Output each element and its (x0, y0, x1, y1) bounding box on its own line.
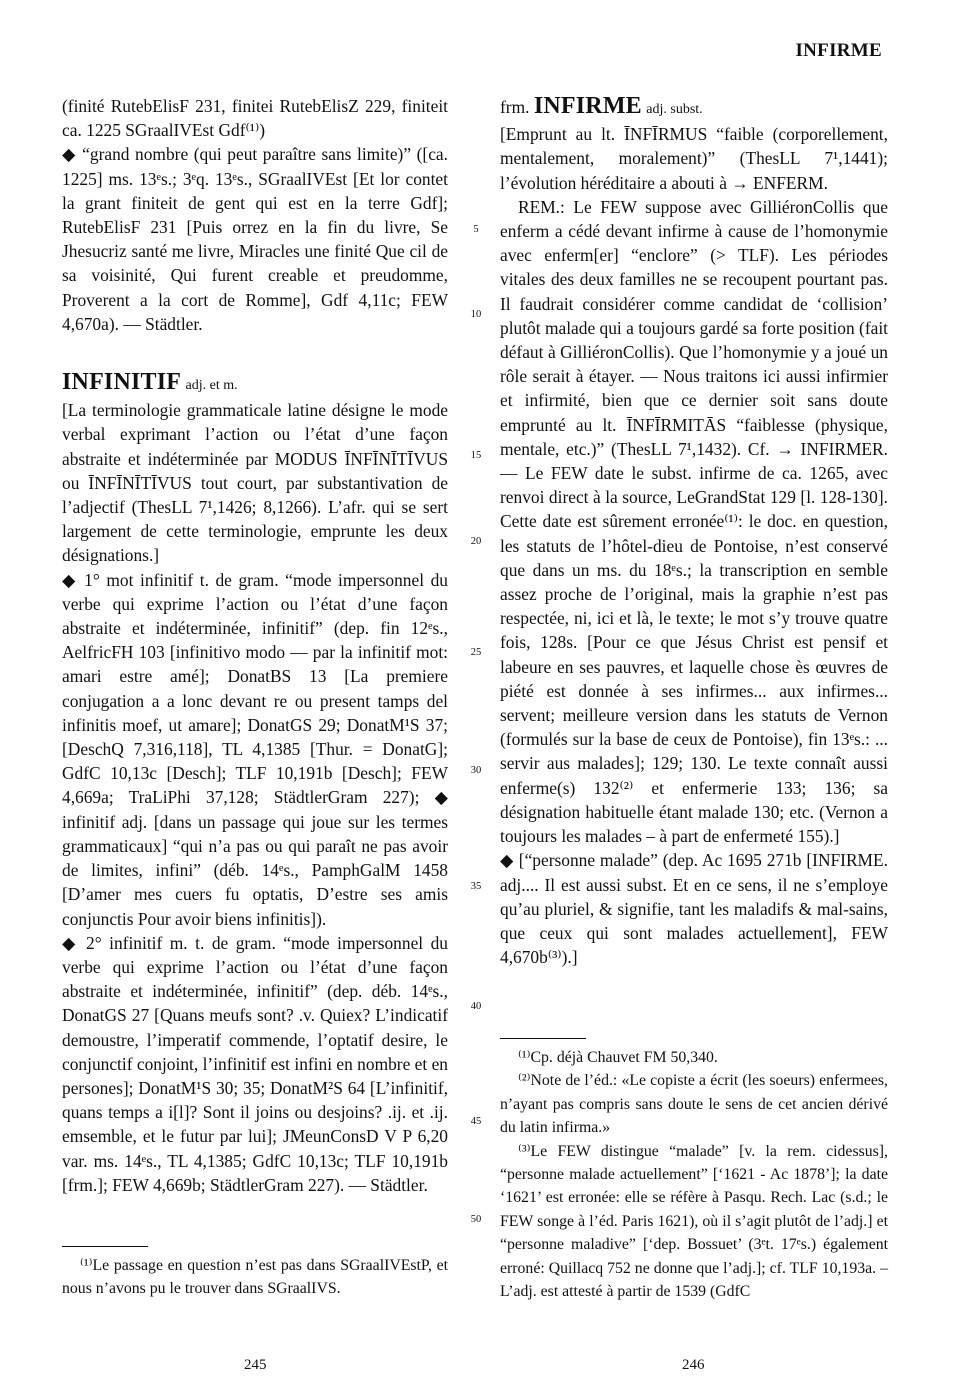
sense-paragraph: ◆ [“personne malade” (dep. Ac 1695 271b [INFIRME. adj.... Il est aussi subst. Et en ce sens, il ne s’employe qu’au pluriel, & signifie, tant les maladifs & mal-sains, que ceux qui sont malades actuellement], FEW 4,670b⁽³⁾).] (500, 850, 888, 968)
running-head: INFIRME (795, 40, 882, 61)
entry-grammar: adj. et m. (185, 378, 238, 394)
line-number: 15 (470, 450, 482, 461)
footnote: ⁽¹⁾Cp. déjà Chauvet FM 50,340. (518, 1049, 718, 1066)
left-column (62, 94, 448, 1197)
right-footnotes (500, 1046, 888, 1303)
line-number: 35 (470, 881, 482, 892)
sense-2-paragraph: ◆ 2° infinitif m. t. de gram. “mode impersonnel du verbe qui exprime l’action ou l’état d’une façon abstraite et indéterminée, infinitif” (dep. déb. 14ᵉs., DonatGS 27 [Quans meufs sont? .v. Quiex? L’indicatif demoustre, l’imperatif commende, l’optatif desire, le conjunctif conjoint, l’infinitif est infini en nombre et en persones]; DonatM¹S 30; 35; DonatM²S 64 [L’infinitif, quans temps a i[l]? Sont il joins ou desjoins? .ij. et .ij. emsemble, et le futur par lui]; JMeunConsD V P 6,20 var. ms. 14ᵉs., TL 4,1385; GdfC 10,13c; TLF 10,191b [frm.]; FEW 4,669b; StädtlerGram 227). — Städtler. (62, 932, 448, 1195)
footnote-rule (62, 1246, 148, 1247)
line-number: 25 (470, 647, 482, 658)
footnote: ⁽³⁾Le FEW distingue “malade” [v. la rem. cidessus], “personne malade actuellement” [‘1621 - Ac 1878’]; la date ‘1621’ est erronée: elle se réfère à Pasqu. Rech. Lac (s.d.; le FEW songe à l’éd. Paris 1621), où il s’agit plutôt de l’adj.] et “personne maladive” [‘dep. Bossuet’ (3ᵉt. 17ᵉs.) également erroné: Quillacq 752 ne donne que l’adj.]; cf. TLF 10,193a. – L’adj. est attesté à partir de 1539 (GdfC (500, 1142, 888, 1301)
sense-paragraph: ◆ “grand nombre (qui peut paraître sans limite)” ([ca. 1225] ms. 13ᵉs.; 3ᵉq. 13ᵉs., SGraalIVEst [Et lor contet la grant finiteit de gent qui est en la terre Gdf]; RutebElisF 231 [Puis orrez en la fin du livre, Se Jhesucriz santé me livre, Miracles une finité Que cil de sa voisinité, Qui furent creable et preudomme, Proverent a la cort de Romme], Gdf 4,11c; FEW 4,670a). — Städtler. (62, 144, 448, 334)
page-number-right: 246 (682, 1357, 705, 1373)
right-column (500, 94, 888, 969)
remark-paragraph: REM.: Le FEW suppose avec GilliéronCollis que enferm a cédé devant infirme à cause de l’homonymie avec enferm[er] “enclore” (> TLF). Les périodes vitales des deux familles ne se recoupent pourtant pas. Il faudrait considérer comme candidat de ‘collision’ plutôt malade qui a toujours gardé sa forte position (fait défaut à GilliéronCollis). Que l’homonymie y a joué un rôle serait à étayer. — Nous traitons ici aussi infirmier et infirmité, bien que ce dernier soit sans doute emprunté au lt. ĪNFĪRMITĀS “faiblesse (physique, mentale, etc.)” (ThesLL 7¹,1432). Cf. → INFIRMER. — Le FEW date le subst. infirme de ca. 1265, avec renvoi direct à la source, LeGrandStat 129 [l. 128-130]. Cette date est sûrement erronée⁽¹⁾: le doc. en question, les statuts de l’hôtel-dieu de Pontoise, n’est conservé que dans un ms. du 18ᵉs.; la transcription en semble assez proche de l’original, mais la graphie n’est pas respectée, ni, ici et là, le texte; le mot s’y trouve quatre fois, 128s. [Pour ce que Jésus Christ est pensif et labeure en ses pauvres, et laquelle chose ès œuvres de piété est donnée à ses infirmes... aux infirmes... servent; meilleure version dans les statuts de Vernon (formulés sur la base de ceux de Pontoise), fin 13ᵉs.: ... servir aus malades]; 129; 130. Le texte connaît aussi enferme(s) 132⁽²⁾ et enfermerie 133; 136; sa désignation habituelle étant malade 130; etc. (Vernon a toujours les malades – à part de enfermeté 155).] (500, 196, 888, 847)
footnote: ⁽¹⁾Le passage en question n’est pas dans SGraalIVEstP, et nous n’avons pu le trouver dans SGraalIVS. (62, 1257, 448, 1298)
line-number: 10 (470, 309, 482, 320)
sense-1-paragraph: ◆ 1° mot infinitif t. de gram. “mode impersonnel du verbe qui exprime l’action ou l’état d’une façon abstraite et indéterminée, infinitif” (dep. fin 12ᵉs., AelfricFH 103 [infinitivo modo — par la infinitif mot: amari estre amé]; DonatBS 13 [La premiere conjugation a a lonc devant re ou present tamps del infinitis moef, ut amare]; DonatGS 29; DonatM¹S 37; [DeschQ 7,316,118], TL 4,1385 [Thur. = DonatG]; GdfC 10,13c [Desch]; TLF 10,191b [Desch]; FEW 4,669a; TraLiPhi 37,128; StädtlerGram 227); ◆ infinitif adj. [dans un passage qui joue sur les termes grammaticaux] “qui n’a pas ou qui paraît ne pas avoir de limites, infini” (déb. 14ᵉs., PamphGalM 1458 [D’amer mes cuers fu optatis, D’estre ses amis conjunctis Pour avoir biens infinitis]). (62, 569, 448, 929)
entry-headword-infirme: INFIRME (533, 93, 642, 119)
left-footnotes (62, 1254, 448, 1301)
entry-headword-infinitif: INFINITIF (62, 369, 182, 396)
etymology-paragraph: [La terminologie grammaticale latine désigne le mode verbal exprimant l’action ou l’état d’une façon abstraite et indéterminée par MODUS ĪNFĪNĪTĪVUS ou ĪNFĪNĪTĪVUS tout court, par substantivation de l’adjectif (ThesLL 7¹,1426; 8,1266). L’afr. qui se sert largement de cette terminologie, emprunte les deux désignations.] (62, 400, 448, 566)
entry-lead: frm. (500, 97, 530, 117)
line-number: 40 (470, 1001, 482, 1012)
entry-grammar: adj. subst. (646, 102, 703, 117)
line-number: 45 (470, 1116, 482, 1127)
line-number: 5 (473, 224, 479, 235)
footnote-rule (500, 1038, 586, 1039)
line-number: 50 (470, 1214, 482, 1225)
line-number: 30 (470, 765, 482, 776)
etymology-paragraph: [Emprunt au lt. ĪNFĪRMUS “faible (corporellement, mentalement, moralement)” (ThesLL 7¹,1441); l’évolution héréditaire a abouti à → ENFERM. (500, 124, 888, 193)
line-number: 20 (470, 536, 482, 547)
footnote: ⁽²⁾Note de l’éd.: «Le copiste a écrit (les soeurs) enfermees, n’ayant pas compris sans doute le sens de cet ancien dérivé du latin infirma.» (500, 1072, 888, 1137)
page-number-left: 245 (244, 1357, 267, 1373)
attestation-paragraph: (finité RutebElisF 231, finitei RutebElisZ 229, finiteit ca. 1225 SGraalIVEst Gdf⁽¹⁾) (62, 96, 448, 141)
